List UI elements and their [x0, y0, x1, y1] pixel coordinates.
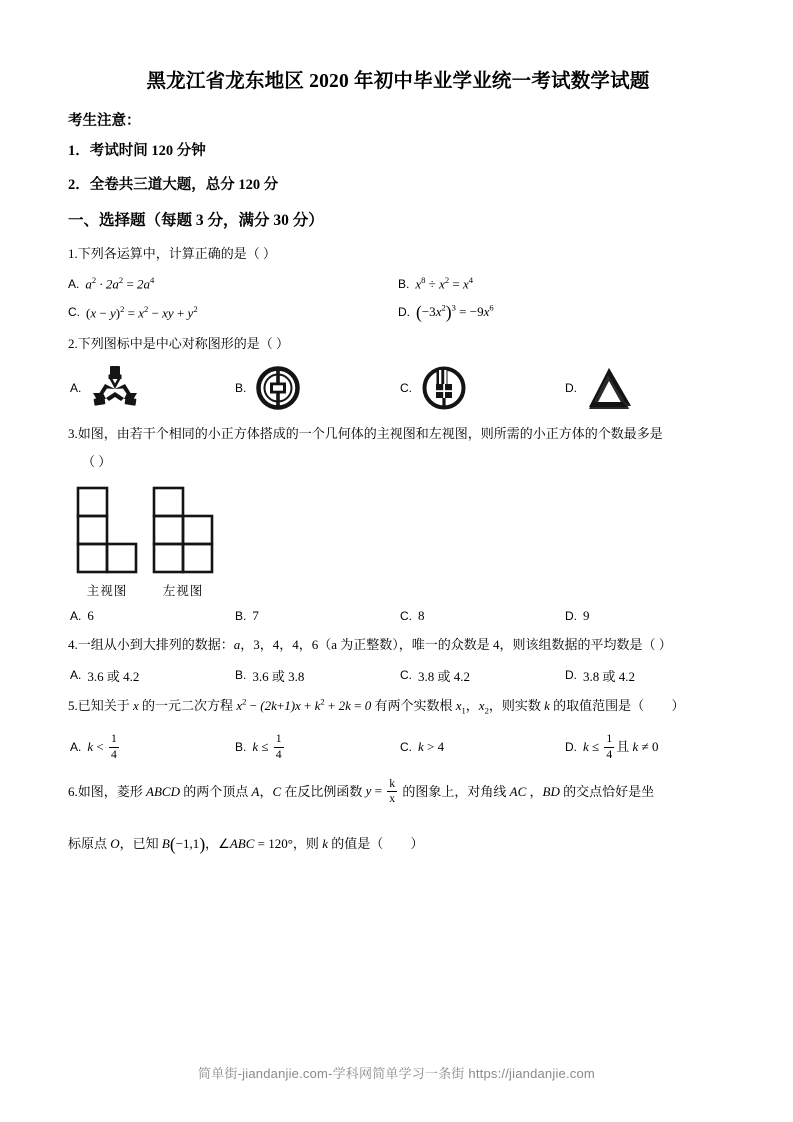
question-3-stem: 3.如图，由若干个相同的小正方体搭成的一个几何体的主视图和左视图，则所需的小正方体的个数最多是 — [68, 425, 663, 441]
option-label-a: A. — [70, 380, 82, 395]
question-1-option-c-expression: $(x - y)^2 = x^2$ − xy + $y^2$ — [86, 303, 198, 320]
question-4-option-c[interactable] — [398, 666, 563, 685]
side-view-caption: 左视图 — [162, 583, 204, 598]
question-1-stem: 1.下列各运算中，计算正确的是（ ） — [68, 246, 277, 262]
page-title: 黑龙江省龙东地区 2020 年初中毕业学业统一考试数学试题 — [146, 71, 650, 92]
notice-item-2: 2．全卷共三道大题，总分 120 分 — [68, 177, 279, 194]
option-label-c: C. — [400, 668, 412, 683]
question-4-option-a[interactable] — [68, 666, 233, 685]
question-5-option-c-expression: k > 4 — [418, 739, 445, 755]
question-3-figure — [76, 486, 728, 599]
question-4-option-c-value: 3.8 或 4.2 — [418, 668, 471, 684]
option-label-b: B. — [235, 740, 247, 755]
option-label-b: B. — [235, 668, 247, 683]
question-3-stem-line2: （ ） — [82, 453, 112, 469]
circle-split-logo-icon — [420, 364, 468, 412]
question-2-option-b[interactable] — [233, 364, 398, 412]
question-4 — [68, 633, 728, 685]
question-5-stem: 5.已知关于 x 的一元二次方程 $x^2 - (2k+1)x + k^2 + 2k = 0$ 有两个实数根 $x_1$，$x_2$，则实数 k 的取值范围是（ ） — [68, 696, 685, 716]
circle-coin-logo-icon — [254, 364, 302, 412]
question-4-stem-suffix: ，3，4，4，6（a 为正整数），唯一的众数是 4，则该组数据的平均数是（ ） — [240, 636, 672, 652]
question-1-options-row-1 — [68, 275, 728, 292]
option-label-b: B. — [398, 277, 410, 291]
option-label-c: C. — [400, 608, 412, 623]
question-1-option-a[interactable] — [68, 275, 398, 292]
question-5-option-a-expression: k < $\frac{1}{4}$ — [87, 732, 117, 761]
footer-watermark: 简单街-jiandanjie.com-学科网简单学习一条街 https://jiandanjie.com — [198, 1066, 595, 1081]
question-4-option-b-value: 3.6 或 3.8 — [252, 668, 305, 684]
question-4-option-d[interactable] — [563, 666, 728, 685]
question-3-option-a-value: 6 — [87, 607, 94, 623]
option-label-c: C. — [400, 740, 412, 755]
question-6-stem-line2: 标原点 O，已知 B(−1,1)，∠ABC = 120°，则 k 的值是（ ） — [68, 833, 424, 854]
question-1 — [68, 242, 728, 322]
question-1-option-a-expression: $a^2 \cdot 2a^2 = 2a^4$ — [85, 275, 155, 292]
option-label-a: A. — [70, 608, 82, 623]
option-label-d: D. — [565, 608, 577, 623]
question-1-option-d-expression: $(-3x^2)^3 = -9x^6$ — [416, 301, 494, 322]
option-label-d: D. — [565, 668, 577, 683]
question-3-option-c[interactable] — [398, 608, 563, 624]
question-2-stem: 2.下列图标中是中心对称图形的是（ ） — [68, 335, 290, 351]
option-label-c: C. — [68, 305, 80, 320]
question-4-option-b[interactable] — [233, 666, 398, 685]
option-label-d: D. — [398, 305, 410, 320]
notice-heading: 考生注意： — [68, 113, 141, 130]
question-1-option-b[interactable] — [398, 275, 728, 292]
option-label-d: D. — [565, 740, 577, 755]
question-4-stem — [68, 633, 728, 657]
question-3-option-b-value: 7 — [252, 607, 259, 623]
question-2-option-c[interactable] — [398, 364, 563, 412]
option-label-d: D. — [565, 380, 577, 395]
question-5-option-c[interactable] — [398, 733, 563, 761]
question-1-options-row-2 — [68, 302, 728, 323]
triangle-a-logo-icon — [585, 366, 635, 410]
question-5-option-a[interactable] — [68, 733, 233, 761]
question-2-option-a[interactable] — [68, 365, 233, 411]
question-1-option-c[interactable] — [68, 302, 398, 323]
side-view-column — [152, 486, 214, 599]
question-5-options-row — [68, 733, 728, 761]
trefoil-tripod-logo-icon — [89, 365, 141, 411]
page-content — [68, 60, 728, 866]
question-2-option-d[interactable] — [563, 366, 728, 410]
side-view-grid — [152, 486, 214, 576]
option-label-b: B. — [235, 380, 247, 395]
option-label-b: B. — [235, 608, 247, 623]
question-5-option-b-expression: k ≤ $\frac{1}{4}$ — [252, 732, 282, 761]
question-2-options-row — [68, 364, 728, 412]
question-5-option-d-expression: k ≤ $\frac{1}{4}$ 且 k ≠ 0 — [583, 732, 659, 761]
question-4-option-a-value: 3.6 或 4.2 — [87, 668, 140, 684]
question-3-option-a[interactable] — [68, 608, 233, 624]
front-view-grid — [76, 486, 138, 576]
question-6-stem-line1: 6.如图，菱形 ABCD 的两个顶点 A，C 在反比例函数 y = $\frac{k}{x}$ 的图象上，对角线 AC ，BD 的交点恰好是坐 — [68, 776, 655, 806]
question-4-stem-variable: a — [233, 636, 241, 652]
option-label-a: A. — [70, 740, 82, 755]
question-1-option-d[interactable] — [398, 302, 728, 323]
question-4-options-row — [68, 666, 728, 685]
question-6 — [68, 778, 728, 861]
option-label-c: C. — [400, 380, 412, 395]
question-3 — [68, 422, 728, 624]
question-1-option-b-expression: $x^8 \div x^2 = x^4$ — [415, 275, 474, 292]
option-label-a: A. — [70, 668, 82, 683]
question-5-option-d[interactable] — [563, 733, 728, 761]
question-5 — [68, 694, 728, 762]
question-3-option-d[interactable] — [563, 608, 728, 624]
section-heading: 一、选择题（每题 3 分，满分 30 分） — [68, 212, 324, 230]
front-view-column — [76, 486, 138, 599]
question-3-option-d-value: 9 — [583, 607, 590, 623]
question-3-option-b[interactable] — [233, 608, 398, 624]
notice-item-1: 1．考试时间 120 分钟 — [68, 143, 206, 160]
option-label-a: A. — [68, 277, 80, 291]
question-4-stem-prefix: 4.一组从小到大排列的数据： — [68, 636, 234, 652]
question-3-options-row — [68, 608, 728, 624]
question-5-option-b[interactable] — [233, 733, 398, 761]
question-2 — [68, 332, 728, 412]
question-4-option-d-value: 3.8 或 4.2 — [583, 668, 636, 684]
question-3-option-c-value: 8 — [418, 607, 425, 623]
front-view-caption: 主视图 — [86, 583, 128, 598]
